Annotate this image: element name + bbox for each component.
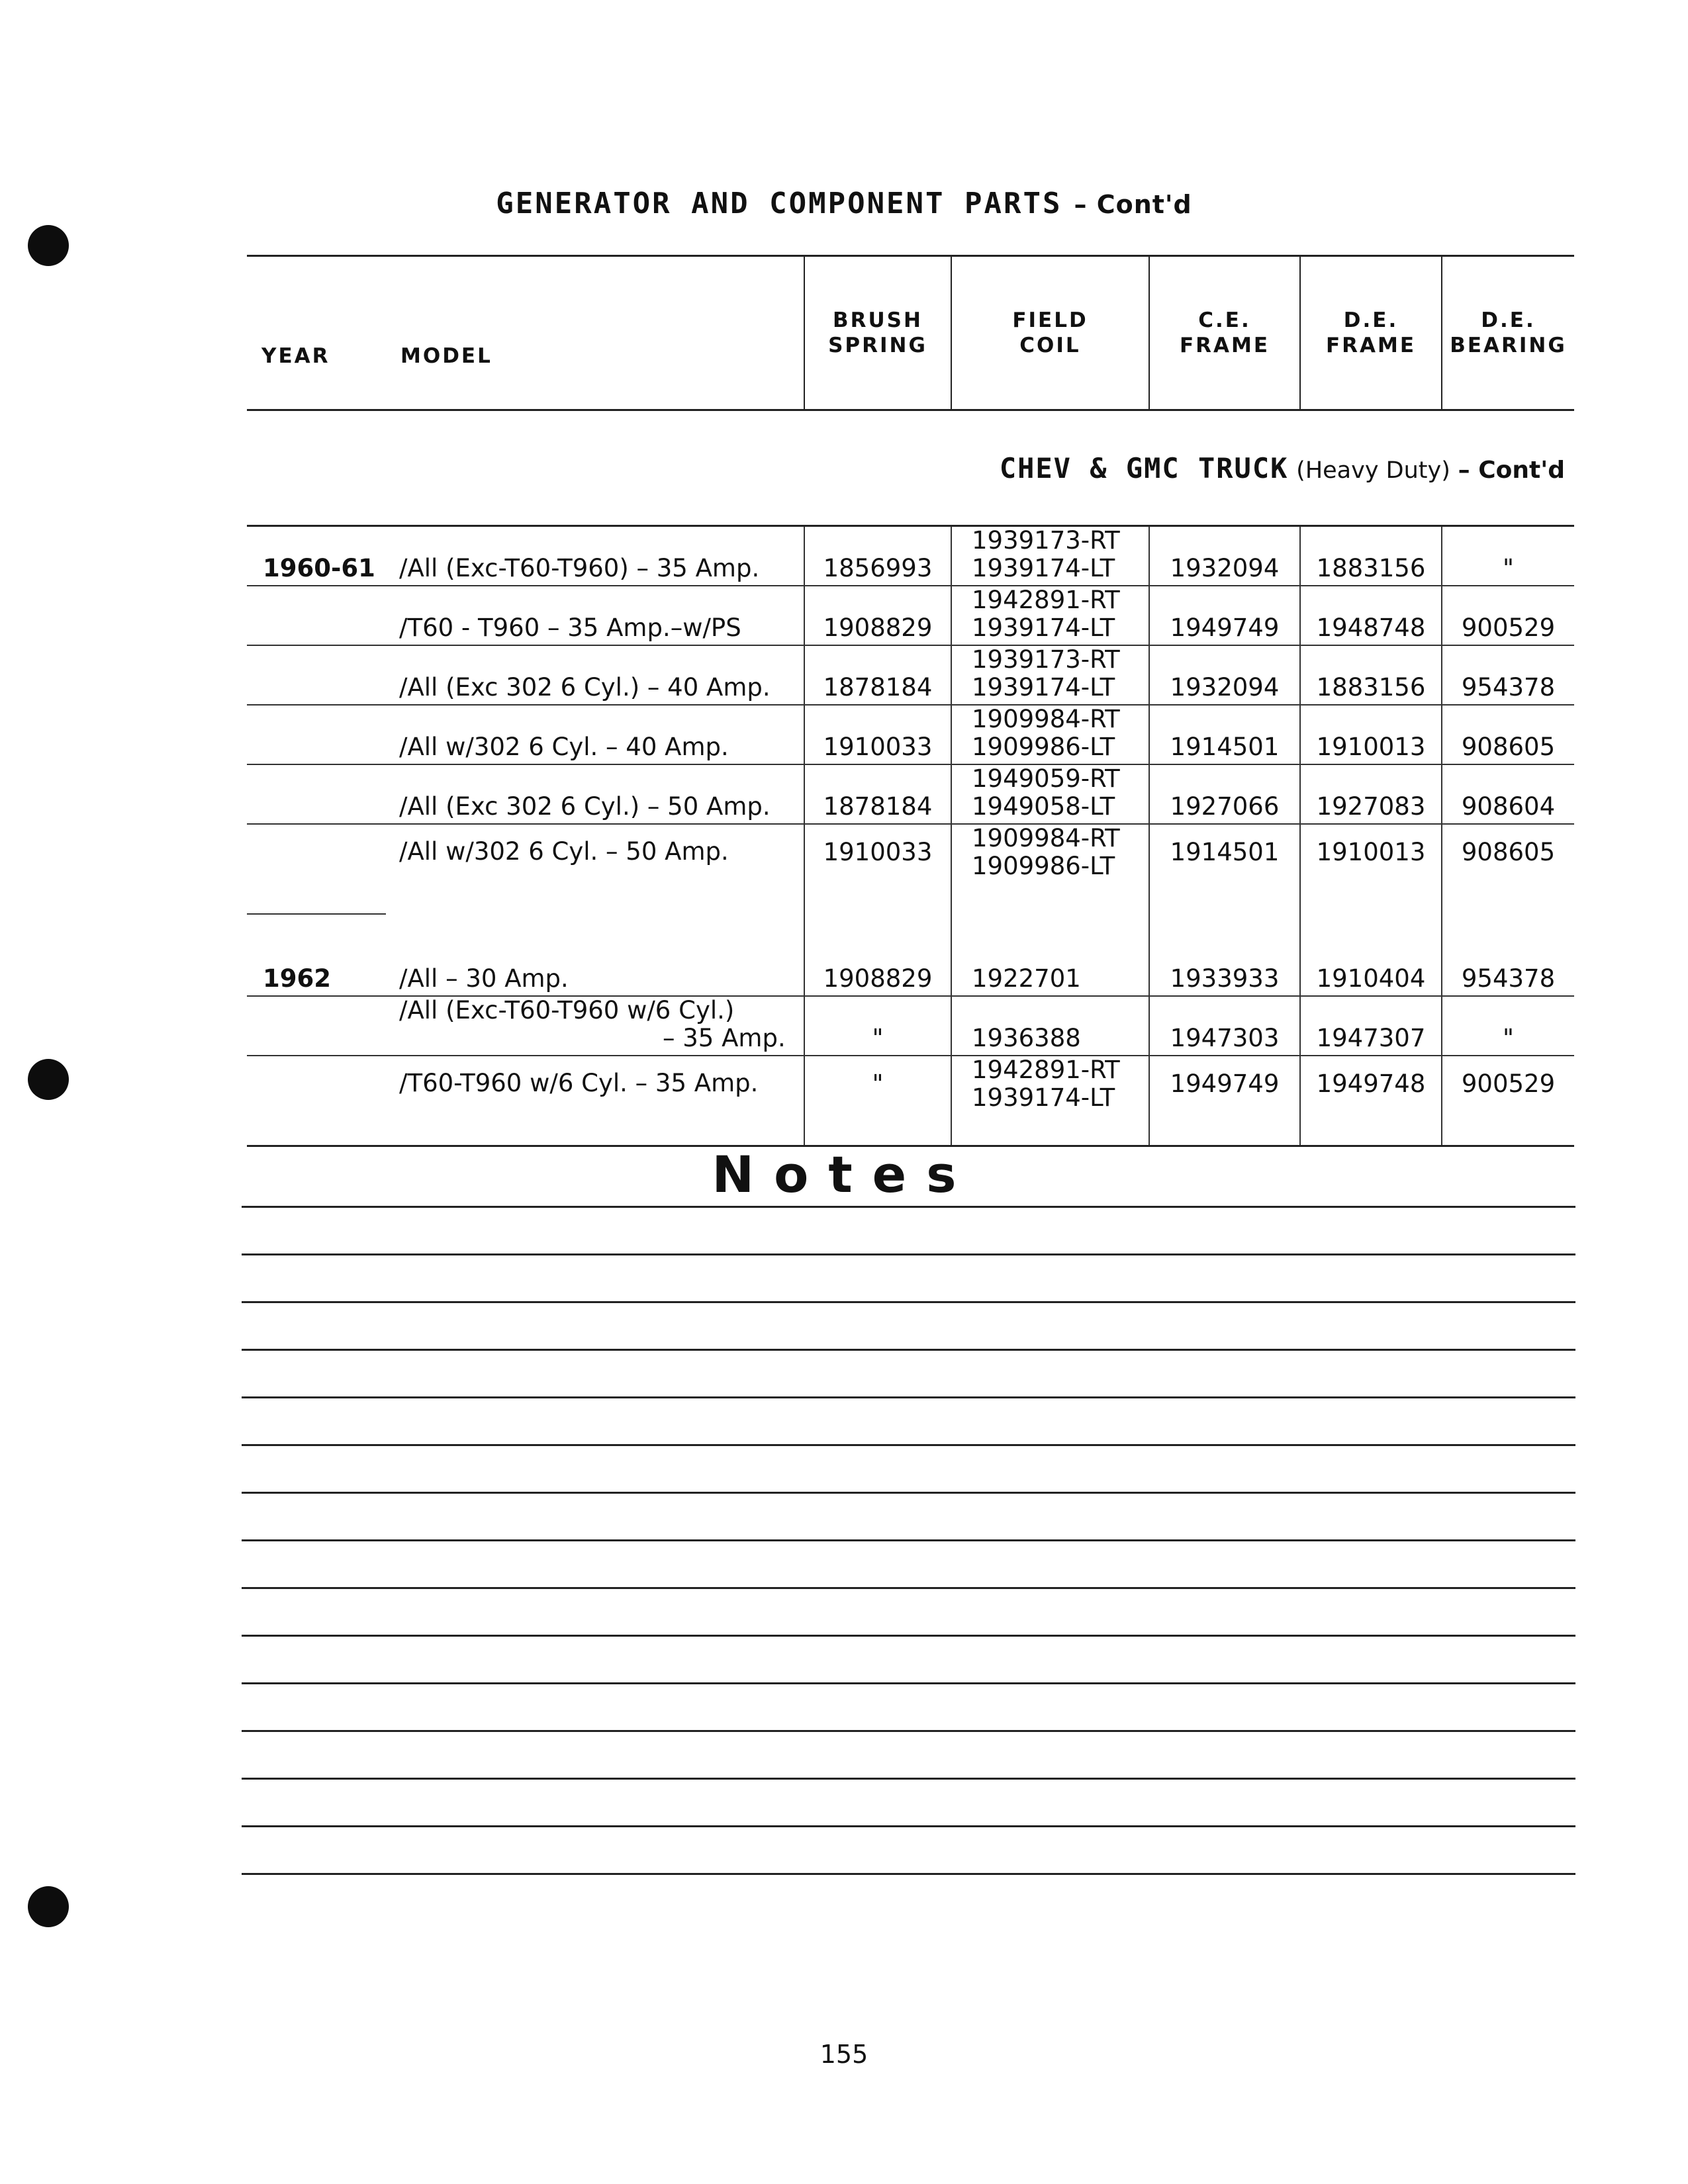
cell-brush-spring: 1908829 bbox=[804, 586, 951, 645]
cell-ce-frame: 1933933 bbox=[1149, 937, 1300, 996]
cell-brush-spring: 1878184 bbox=[804, 764, 951, 824]
col-header-field-coil bbox=[951, 256, 1149, 410]
cell-de-bearing: " bbox=[1442, 996, 1574, 1056]
table-row bbox=[247, 645, 1574, 705]
cell-de-bearing: 954378 bbox=[1442, 645, 1574, 705]
cell-model bbox=[386, 1056, 804, 1146]
cell-model-line1: /T60-T960 w/6 Cyl. – 35 Amp. bbox=[399, 1069, 759, 1097]
cell-brush-spring: " bbox=[804, 996, 951, 1056]
note-line bbox=[242, 1730, 1575, 1732]
table-row bbox=[247, 996, 1574, 1056]
col-header-brush-line2: SPRING bbox=[828, 334, 927, 357]
cell-model bbox=[386, 937, 804, 996]
note-line bbox=[242, 1444, 1575, 1446]
cell-de-bearing: 908604 bbox=[1442, 764, 1574, 824]
cell-field-coil-lt: 1939174-LT bbox=[972, 614, 1115, 642]
cell-model bbox=[386, 705, 804, 764]
col-header-de-bearing bbox=[1442, 256, 1574, 410]
cell-model bbox=[386, 996, 804, 1056]
page-number: 155 bbox=[820, 2040, 868, 2069]
cell-year bbox=[247, 705, 386, 764]
section-heading-normal: (Heavy Duty) bbox=[1296, 457, 1450, 484]
col-header-field-line2: COIL bbox=[1019, 334, 1081, 357]
cell-model bbox=[386, 526, 804, 586]
table-row bbox=[247, 526, 1574, 586]
spacer-cell bbox=[1149, 914, 1300, 937]
cell-model-line1: /All (Exc-T60-T960) – 35 Amp. bbox=[399, 554, 760, 582]
cell-field-coil-lt: 1939174-LT bbox=[972, 1083, 1115, 1112]
col-header-brush-spring bbox=[804, 256, 951, 410]
cell-year bbox=[247, 645, 386, 705]
cell-field-coil-rt: 1949059-RT bbox=[972, 764, 1120, 793]
note-line bbox=[242, 1873, 1575, 1875]
cell-field-coil bbox=[951, 937, 1149, 996]
cell-year: 1960-61 bbox=[247, 526, 386, 586]
binder-hole-middle bbox=[28, 1059, 69, 1100]
cell-de-bearing: 954378 bbox=[1442, 937, 1574, 996]
header-row bbox=[247, 256, 1574, 410]
notes-title: Notes bbox=[712, 1145, 976, 1204]
note-line bbox=[242, 1396, 1575, 1398]
note-line bbox=[242, 1825, 1575, 1827]
spacer-cell bbox=[247, 914, 386, 937]
table-row bbox=[247, 937, 1574, 996]
cell-field-coil-lt: 1922701 bbox=[972, 964, 1081, 993]
cell-model-line1: /All (Exc 302 6 Cyl.) – 50 Amp. bbox=[399, 792, 771, 821]
cell-de-bearing: 900529 bbox=[1442, 1056, 1574, 1146]
cell-field-coil-lt: 1909986-LT bbox=[972, 733, 1115, 761]
page-title-main: GENERATOR AND COMPONENT PARTS bbox=[496, 187, 1062, 220]
cell-field-coil-rt: 1942891-RT bbox=[972, 586, 1120, 614]
cell-field-coil-lt: 1936388 bbox=[972, 1024, 1081, 1052]
cell-ce-frame: 1914501 bbox=[1149, 705, 1300, 764]
cell-de-frame: 1883156 bbox=[1300, 645, 1442, 705]
table-row bbox=[247, 705, 1574, 764]
col-header-de-frame bbox=[1300, 256, 1442, 410]
cell-year bbox=[247, 586, 386, 645]
col-header-ce-frame bbox=[1149, 256, 1300, 410]
note-line bbox=[242, 1635, 1575, 1637]
cell-de-frame: 1927083 bbox=[1300, 764, 1442, 824]
cell-model-line2: – 35 Amp. bbox=[663, 1024, 786, 1052]
note-line bbox=[242, 1349, 1575, 1351]
cell-field-coil-rt: 1939173-RT bbox=[972, 645, 1120, 674]
col-header-model: MODEL bbox=[386, 256, 804, 410]
cell-field-coil-rt: 1939173-RT bbox=[972, 526, 1120, 555]
spacer-cell bbox=[951, 914, 1149, 937]
page-title bbox=[0, 187, 1688, 220]
cell-brush-spring: 1910033 bbox=[804, 824, 951, 914]
spacer-cell bbox=[1300, 914, 1442, 937]
cell-field-coil-rt: 1909984-RT bbox=[972, 824, 1120, 852]
cell-field-coil-rt: 1942891-RT bbox=[972, 1056, 1120, 1084]
binder-hole-top bbox=[28, 225, 69, 266]
cell-model-line1: /All (Exc 302 6 Cyl.) – 40 Amp. bbox=[399, 673, 771, 702]
cell-field-coil bbox=[951, 1056, 1149, 1146]
cell-model bbox=[386, 586, 804, 645]
note-line bbox=[242, 1682, 1575, 1684]
spacer-cell bbox=[1442, 914, 1574, 937]
note-line bbox=[242, 1301, 1575, 1303]
col-header-brush-line1: BRUSH bbox=[833, 308, 923, 332]
cell-ce-frame: 1949749 bbox=[1149, 1056, 1300, 1146]
cell-brush-spring: 1878184 bbox=[804, 645, 951, 705]
cell-field-coil-lt: 1949058-LT bbox=[972, 792, 1115, 821]
cell-field-coil bbox=[951, 705, 1149, 764]
note-line bbox=[242, 1778, 1575, 1780]
cell-de-frame: 1949748 bbox=[1300, 1056, 1442, 1146]
cell-ce-frame: 1947303 bbox=[1149, 996, 1300, 1056]
cell-ce-frame: 1932094 bbox=[1149, 526, 1300, 586]
cell-field-coil bbox=[951, 824, 1149, 914]
section-heading-cont: – Cont'd bbox=[1458, 456, 1565, 484]
cell-field-coil-lt: 1909986-LT bbox=[972, 852, 1115, 880]
col-header-bearing-line1: D.E. bbox=[1481, 308, 1536, 332]
section-heading bbox=[247, 410, 1574, 526]
note-line bbox=[242, 1206, 1575, 1208]
cell-de-frame: 1910013 bbox=[1300, 824, 1442, 914]
cell-field-coil bbox=[951, 764, 1149, 824]
cell-brush-spring: 1910033 bbox=[804, 705, 951, 764]
table-row bbox=[247, 824, 1574, 914]
col-header-ce-line2: FRAME bbox=[1179, 334, 1270, 357]
page-title-cont: – Cont'd bbox=[1074, 190, 1192, 219]
cell-de-frame: 1947307 bbox=[1300, 996, 1442, 1056]
table-row bbox=[247, 586, 1574, 645]
cell-model-line1: /T60 - T960 – 35 Amp.–w/PS bbox=[399, 614, 741, 642]
cell-ce-frame: 1927066 bbox=[1149, 764, 1300, 824]
col-header-year: YEAR bbox=[247, 256, 386, 410]
cell-de-frame: 1910404 bbox=[1300, 937, 1442, 996]
table-row bbox=[247, 764, 1574, 824]
cell-field-coil-rt: 1909984-RT bbox=[972, 705, 1120, 733]
col-header-ce-line1: C.E. bbox=[1198, 308, 1251, 332]
cell-brush-spring: 1856993 bbox=[804, 526, 951, 586]
cell-year bbox=[247, 1056, 386, 1146]
col-header-de-line1: D.E. bbox=[1343, 308, 1399, 332]
cell-de-frame: 1948748 bbox=[1300, 586, 1442, 645]
cell-de-bearing: " bbox=[1442, 526, 1574, 586]
cell-brush-spring: " bbox=[804, 1056, 951, 1146]
cell-year: 1962 bbox=[263, 964, 331, 993]
cell-de-frame: 1910013 bbox=[1300, 705, 1442, 764]
section-heading-row bbox=[247, 410, 1574, 526]
cell-model bbox=[386, 645, 804, 705]
binder-hole-bottom bbox=[28, 1886, 69, 1927]
cell-model-line1: /All – 30 Amp. bbox=[399, 964, 569, 993]
cell-model-line1: /All (Exc-T60-T960 w/6 Cyl.) bbox=[399, 996, 735, 1024]
cell-de-bearing: 908605 bbox=[1442, 824, 1574, 914]
table-spacer-row bbox=[247, 914, 1574, 937]
parts-table bbox=[247, 255, 1574, 1147]
cell-year bbox=[247, 996, 386, 1056]
cell-field-coil bbox=[951, 645, 1149, 705]
spacer-cell bbox=[804, 914, 951, 937]
cell-model bbox=[386, 764, 804, 824]
note-line bbox=[242, 1539, 1575, 1541]
table-row bbox=[247, 1056, 1574, 1146]
cell-ce-frame: 1932094 bbox=[1149, 645, 1300, 705]
cell-year bbox=[247, 824, 386, 914]
cell-field-coil bbox=[951, 586, 1149, 645]
cell-de-bearing: 900529 bbox=[1442, 586, 1574, 645]
cell-de-bearing: 908605 bbox=[1442, 705, 1574, 764]
note-line bbox=[242, 1492, 1575, 1494]
cell-de-frame: 1883156 bbox=[1300, 526, 1442, 586]
col-header-bearing-line2: BEARING bbox=[1450, 334, 1567, 357]
col-header-de-line2: FRAME bbox=[1325, 334, 1417, 357]
cell-ce-frame: 1914501 bbox=[1149, 824, 1300, 914]
note-line bbox=[242, 1253, 1575, 1255]
col-header-field-line1: FIELD bbox=[1012, 308, 1088, 332]
cell-ce-frame: 1949749 bbox=[1149, 586, 1300, 645]
section-heading-bold: CHEV & GMC TRUCK bbox=[999, 451, 1289, 484]
cell-model-line1: /All w/302 6 Cyl. – 50 Amp. bbox=[399, 837, 729, 866]
cell-year bbox=[247, 764, 386, 824]
cell-field-coil bbox=[951, 996, 1149, 1056]
cell-model-line1: /All w/302 6 Cyl. – 40 Amp. bbox=[399, 733, 729, 761]
note-line bbox=[242, 1587, 1575, 1589]
cell-field-coil-lt: 1939174-LT bbox=[972, 554, 1115, 582]
cell-field-coil bbox=[951, 526, 1149, 586]
cell-model bbox=[386, 824, 804, 914]
spacer-cell bbox=[386, 914, 804, 937]
cell-brush-spring: 1908829 bbox=[804, 937, 951, 996]
cell-field-coil-lt: 1939174-LT bbox=[972, 673, 1115, 702]
